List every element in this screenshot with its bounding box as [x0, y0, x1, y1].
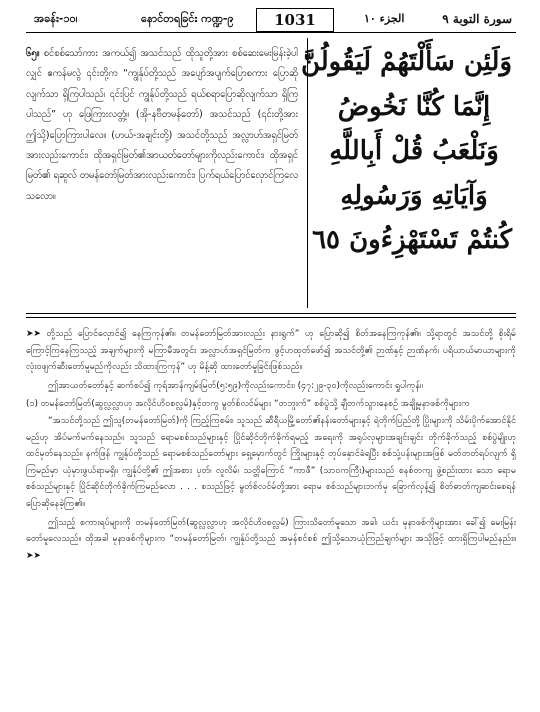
- header-divider: [26, 32, 516, 33]
- section-divider-bottom: [26, 317, 516, 318]
- commentary-paragraph: “အသင်တို့သည် ဤသူ(တမန်တော်မြတ်)ကို ကြည့်ကြစမ်း၊ သူသည် ဆီရီယမြို့တော်၏နန်းတော်များနှင့် ရဲတိုက်ပြည်တို့ ပြိုးများကို သိမ်းပိုက်အောင်နိုင်မည်ဟု အိပ်မက်မက်နေသည်။ သူသည် ရောမစစ်သည်များနှင့် ပြိုင်ဆိုင်တိုက်ခိုက်ရမည့် အရေးကို အရုပ်လှများအချင်းချင်း တိုက်ခိုက်သည့် စစ်ပွဲမျိုးဟု ထင်မှတ်နေသည်။ နက်ဖြန် ကျွန်ုပ်တို့သည် ရောမစစ်သည်တော်များ ရှေ့မှောက်တွင် ကြိုးများနှင့် တုပ်နှောင်ခံရပြီး စစ်သုံ့ပန်းများအဖြစ် မတ်တတ်ရပ်လျက် ရှိကြမည်မှာ ယုံမှားဖွယ်ရာမရှိ။ ကျွန်ုပ်တို့၏ ဤအစား ပုတ်၊ လူလိမ်၊ သတ္တိကြောင် “ကာဖီ” (သာဝကကြီး)များသည် စနစ်တကျ ဖွဲ့စည်းထား သော ရောမစစ်သည်များနှင့် ပြိုင်ဆိုင်တိုက်ခိုက်ကြမည်လော . . . စသည်ဖြင့် မွတ်စ်လင်မ်တို့အား ရောမ စစ်သည်များဘက်မှ ခြောက်လှန့်၍ စိတ်ဓာတ်ကျဆင်းစေရန် ပြောဆိုနေခဲ့ကြ၏။: [26, 415, 516, 509]
- header-chapter: အခန်း-၁၀၊: [34, 12, 78, 25]
- header-juz: الجزء ١٠: [364, 12, 405, 25]
- arabic-line: إِنَّمَا كُنَّا نَخُوضُ: [337, 91, 491, 122]
- translation-text: စင်စစ်သော်ကား အကယ်၍ အသင်သည် ထိုသူတို့အား စစ်ဆေးမေးမြန်းခဲ့ပါလျှင် ဧကန်မလွဲ ၎င်းတို့က “ကျွန်ုပ်တို့သည် အပျော်အပျက်ပြောစကား ပြောဆိုလျက်သာ ရှိကြပါသည်၊ ၎င်းပြင် ကျွန်ုပ်တို့သည် ရယ်စရာပြောဆိုလျက်သာ ရှိကြပါသည်” ဟု ဖြေကြားလတ္တံ့။ (အို-နဗီတမန်တော်) အသင်သည် (၎င်းတို့အား ဤသို့)ပြောကြားပါလေ။ (ဟယ်-အချင်းတို့) အသင်တို့သည် အလ္လာဟ်အရှင်မြတ်အားလည်းကောင်း၊ ထိုအရှင်မြတ်၏အာယတ်တော်များကိုလည်းကောင်း၊ ထိုအရှင်မြတ်၏ ရဆူလ် တမန်တော်မြတ်အားလည်းကောင်း၊ ပြက်ရယ်ပြောင်လှောင်ကြလေသလော။: [26, 48, 298, 202]
- commentary-paragraph: ဤသည့် စကားရပ်များကို တမန်တော်မြတ်(ဆွလ္လလ္လာဟု အလိုင်ဟိဝစလ္လမ်) ကြားသိတော်မူသော အခါ၊ ယင်း မုနာဖစ်ကိုများအား ခေါ်၍ မေးမြန်းတော်မူလေသည်။ ထိုအခါ မုနာဖစ်ကိုများက “တမန်တော်မြတ်၊ ကျွန်ုပ်တို့သည် အမှန်စင်စစ် ဤသို့သောယုံကြည်ချက်များ အသိုဖြင့် ထားရှိကြပါမည်နည်း။ ➤➤: [26, 517, 516, 561]
- arabic-line: وَآيَاتِهِ وَرَسُولِهِ: [340, 180, 488, 211]
- commentary-paragraph: ဤအာယတ်တော်နှင့် ဆက်စပ်၍ ကုရ်အာန်ကျမ်းမြတ်(၅:၅၉)ကိုလည်းကောင်း၊ (၄၇:၂၉-၃၀)ကိုလည်းကောင်း ရှုပါကုန်။: [48, 380, 423, 391]
- header-surah-arabic: سورة التوبة ٩: [442, 12, 512, 26]
- header-surah-myanmar: နောင်တရခြင်း ကဏ္ဍ-၉: [141, 12, 234, 25]
- arabic-line: كُنتُمْ تَسْتَهْزِءُونَ ٦٥: [312, 225, 512, 255]
- arabic-verse: [300, 40, 512, 263]
- verse-number: ၆၅။: [26, 48, 40, 59]
- arabic-line: وَلَئِن سَأَلْتَهُمْ لَيَقُولُنَّ: [300, 47, 512, 77]
- verse-translation: [26, 44, 298, 207]
- commentary-paragraph: ➤➤ တို့သည် ပြောင်လှောင်၍ နေကြကုန်၏။ တမန်တော်မြတ်အားလည်း နားရွက်” ဟု ပြောဆို၍ စိတ်အနေကြကုန်၏။ သို့ရာတွင် အသင်တို့ စိုးရိမ်ကြောင့်ကြနေကြသည့် အချက်များကို မကြာမီအတွင်း အလ္လာဟ်အရှင်မြတ်က ဖွင့်ဟထုတ်ဖော်၍ အသင်တို့၏ ဉာဏ်နှင့် ဉာဏ်နက်၊ ပရိယာယ်မာယာများကို လုံးဝဖျက်ဆီးတော်မူမည်ကိုလည်း သိထားကြကုန်” ဟု မိန့်ဆို ထားတော်မူခြင်းဖြစ်သည်။: [26, 329, 516, 373]
- section-divider-top: [26, 313, 516, 314]
- page-header: [26, 8, 516, 38]
- page-number: 1031: [256, 8, 334, 32]
- footnote-paragraph: (၁) တမန်တော်မြတ်(ဆွလ္လလ္လာဟု အလိုင်ဟိဝစလ္လမ်)နှင့်တကွ မွတ်စ်လင်မ်များ “တဘူးက်” စစ်ပွဲသို့ ချီတက်သွားနေစဉ် အချို့မုနာဖစ်ကိုများက: [26, 399, 470, 410]
- commentary: [26, 326, 516, 564]
- arabic-line: وَنَلْعَبُ قُلْ أَبِاللَّهِ: [329, 136, 499, 166]
